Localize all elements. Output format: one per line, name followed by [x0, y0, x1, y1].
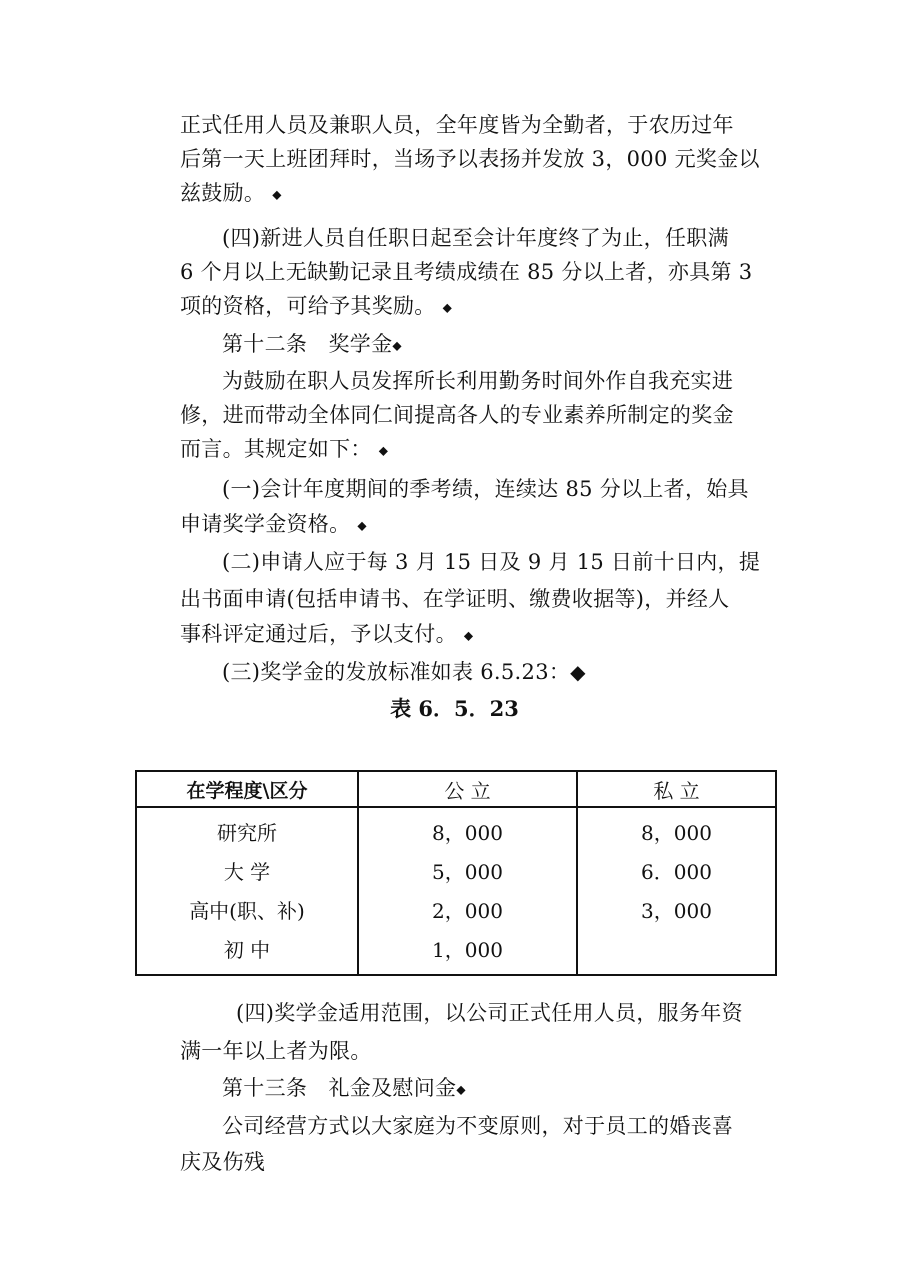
diamond-mark-icon: ◆ — [463, 628, 474, 643]
table-cell: 3，000 — [577, 890, 776, 929]
paragraph-line: 后第一天上班团拜时，当场予以表扬并发放 3，000 元奖金以 — [180, 147, 760, 171]
paragraph-line: (四)新进人员自任职日起至会计年度终了为止，任职满 — [222, 226, 729, 250]
paragraph-line: 兹鼓励。 ◆ — [180, 181, 282, 205]
diamond-mark-icon: ◆ — [392, 338, 402, 353]
paragraph-line: 公司经营方式以大家庭为不变原则，对于员工的婚丧喜 — [222, 1114, 734, 1138]
table-row — [136, 851, 776, 890]
paragraph-line: 满一年以上者为限。 — [180, 1039, 372, 1063]
article-heading: 第十三条 礼金及慰问金◆ — [222, 1076, 466, 1100]
table-caption: 表 6．5．23 — [390, 696, 519, 721]
paragraph-line: 申请奖学金资格。 ◆ — [180, 512, 367, 536]
table-cell: 初 中 — [136, 929, 358, 975]
paragraph-line: 为鼓励在职人员发挥所长利用勤务时间外作自我充实进 — [222, 369, 734, 393]
paragraph-line: 正式任用人员及兼职人员，全年度皆为全勤者，于农历过年 — [180, 113, 734, 137]
header-cell: 在学程度\区分 — [136, 771, 358, 807]
paragraph-line: (四)奖学金适用范围，以公司正式任用人员，服务年资 — [236, 1001, 743, 1025]
diamond-mark-icon: ◆ — [357, 518, 367, 533]
table-cell: 6．000 — [577, 851, 776, 890]
scholarship-table — [135, 770, 777, 976]
paragraph-line: (一)会计年度期间的季考绩，连续达 85 分以上者，始具 — [222, 477, 749, 501]
table-header-row — [136, 771, 776, 807]
diamond-mark-icon: ◆ — [442, 300, 453, 315]
table-cell: 大 学 — [136, 851, 358, 890]
article-heading: 第十二条 奖学金◆ — [222, 332, 402, 356]
diamond-mark-icon: ◆ — [570, 660, 586, 684]
table-cell: 1，000 — [358, 929, 577, 975]
table-row — [136, 807, 776, 851]
header-cell: 私 立 — [577, 771, 776, 807]
table-cell: 8，000 — [358, 807, 577, 851]
table-cell: 5，000 — [358, 851, 577, 890]
table-cell — [577, 929, 776, 975]
paragraph-line: 庆及伤残 — [180, 1150, 266, 1174]
paragraph-line: 而言。其规定如下： ◆ — [180, 437, 389, 461]
paragraph-line: (三)奖学金的发放标准如表 6.5.23：◆ — [222, 660, 586, 684]
diamond-mark-icon: ◆ — [378, 443, 389, 458]
table-cell: 8，000 — [577, 807, 776, 851]
paragraph-line: (二)申请人应于每 3 月 15 日及 9 月 15 日前十日内，提 — [222, 550, 761, 574]
paragraph-line: 事科评定通过后，予以支付。 ◆ — [180, 622, 474, 646]
paragraph-line: 出书面申请(包括申请书、在学证明、缴费收据等)，并经人 — [180, 587, 730, 611]
paragraph-line: 修，进而带动全体同仁间提高各人的专业素养所制定的奖金 — [180, 403, 734, 427]
table-row — [136, 929, 776, 975]
diamond-mark-icon: ◆ — [456, 1082, 466, 1097]
header-cell: 公 立 — [358, 771, 577, 807]
table-row — [136, 890, 776, 929]
table-cell: 2，000 — [358, 890, 577, 929]
table-cell: 高中(职、补) — [136, 890, 358, 929]
diamond-mark-icon: ◆ — [272, 187, 282, 202]
paragraph-line: 项的资格，可给予其奖励。 ◆ — [180, 294, 453, 318]
paragraph-line: 6 个月以上无缺勤记录且考绩成绩在 85 分以上者，亦具第 3 — [180, 260, 753, 284]
table-cell: 研究所 — [136, 807, 358, 851]
